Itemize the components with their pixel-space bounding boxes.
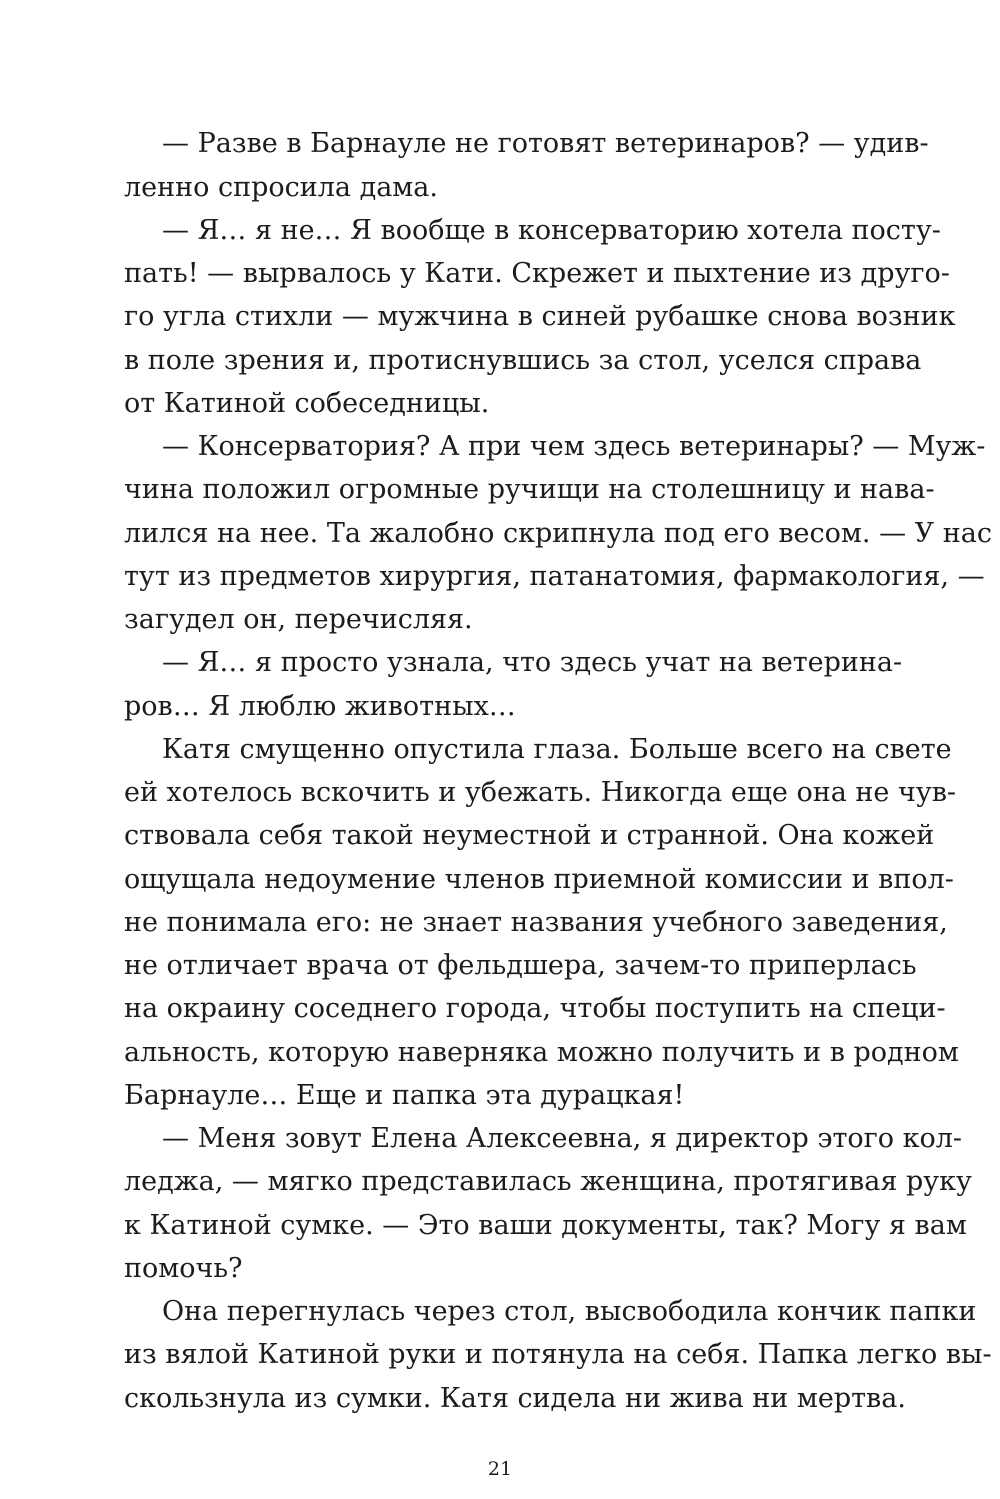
text-line: от Катиной собеседницы. [124,388,490,419]
text-line: леджа, — мягко представилась женщина, протягивая руку [124,1166,972,1197]
text-line: ров… Я люблю животных… [124,691,516,722]
page-number: 21 [487,1458,513,1480]
text-line: — Я… я просто узнала, что здесь учат на ветерина- [162,647,903,678]
text-line: не отличает врача от фельдшера, зачем-то приперлась [124,950,917,981]
text-line: не понимала его: не знает названия учебного заведения, [124,907,948,938]
text-line: скользнула из сумки. Катя сидела ни жива ни мертва. [124,1383,906,1414]
text-line: альность, которую наверняка можно получить и в родном [124,1037,959,1068]
text-line: ленно спросила дама. [124,172,438,203]
text-line: Катя смущенно опустила глаза. Больше всего на свете [162,734,952,765]
text-line: в поле зрения и, протиснувшись за стол, уселся справа [124,345,922,376]
text-line: — Я… я не… Я вообще в консерваторию хотела посту- [162,215,941,246]
text-line: помочь? [124,1253,243,1284]
text-line: — Разве в Барнауле не готовят ветеринаров? — удив- [162,128,929,159]
text-line: из вялой Катиной руки и потянула на себя. Папка легко вы- [124,1339,992,1370]
text-line: го угла стихли — мужчина в синей рубашке снова возник [124,301,956,332]
text-line: тут из предметов хирургия, патанатомия, фармакология, — [124,561,985,592]
text-line: ощущала недоумение членов приемной комиссии и впол- [124,864,954,895]
text-line: ей хотелось вскочить и убежать. Никогда еще она не чув- [124,777,957,808]
text-line: пать! — вырвалось у Кати. Скрежет и пыхтение из друго- [124,258,950,289]
text-line: лился на нее. Та жалобно скрипнула под его весом. — У нас [124,518,992,549]
text-line: ствовала себя такой неуместной и странной. Она кожей [124,820,935,851]
text-line: — Меня зовут Елена Алексеевна, я директор этого кол- [162,1123,963,1154]
text-line: Барнауле… Еще и папка эта дурацкая! [124,1080,685,1111]
text-line: загудел он, перечисляя. [124,604,473,635]
text-line: Она перегнулась через стол, высвободила кончик папки [162,1296,977,1327]
text-line: к Катиной сумке. — Это ваши документы, так? Могу я вам [124,1210,967,1241]
text-line: — Консерватория? А при чем здесь ветеринары? — Муж- [162,431,986,462]
text-line: на окраину соседнего города, чтобы поступить на специ- [124,993,946,1024]
text-line: чина положил огромные ручищи на столешницу и нава- [124,474,935,505]
